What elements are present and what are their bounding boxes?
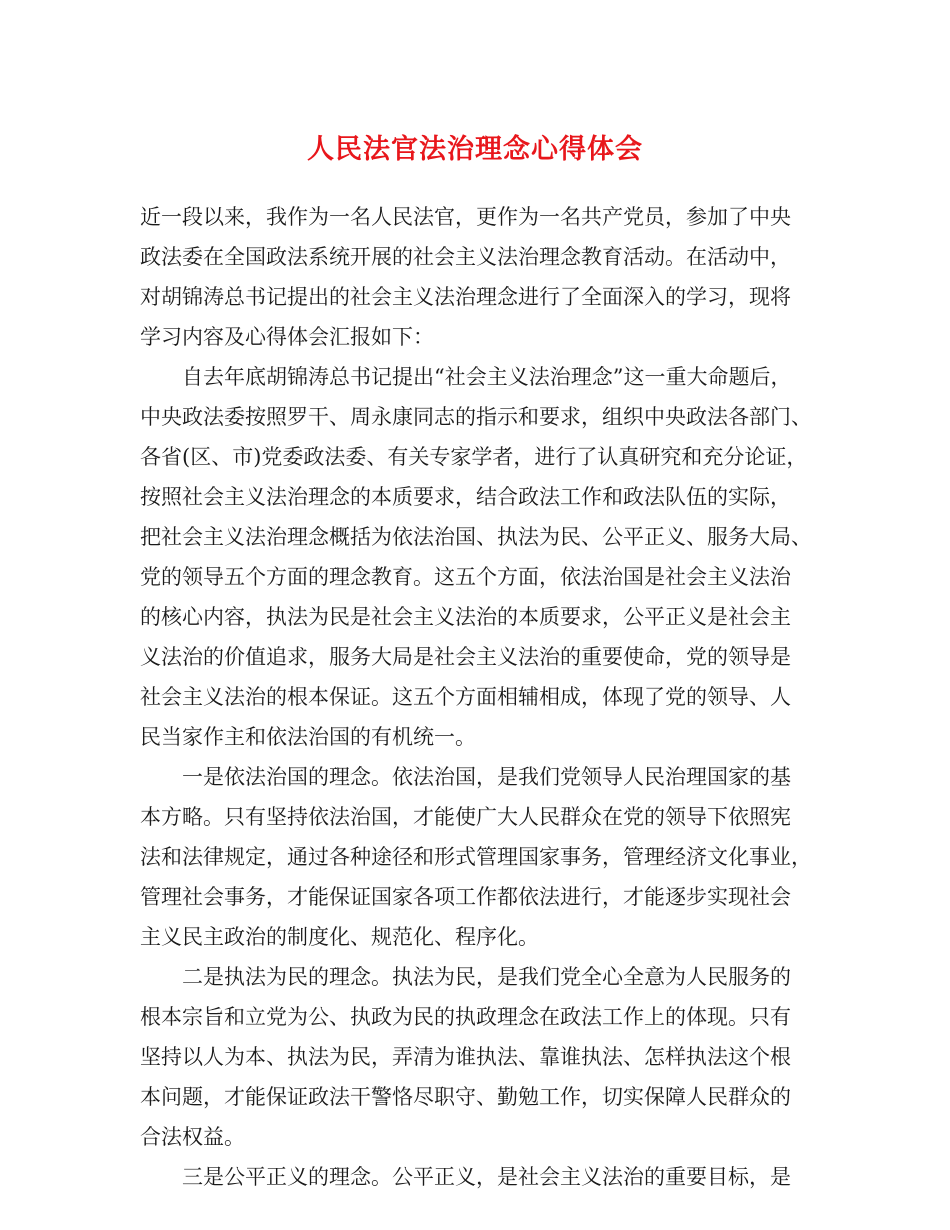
text-line: 民当家作主和依法治国的有机统一。 (140, 725, 476, 749)
document-title: 人民法官法治理念心得体会 (307, 134, 643, 165)
text-line: 主义民主政治的制度化、规范化、程序化。 (140, 925, 539, 949)
text-line: 法和法律规定，通过各种途径和形式管理国家事务，管理经济文化事业， (140, 845, 812, 869)
text-line: 合法权益。 (140, 1125, 245, 1149)
text-line: 一是依法治国的理念。依法治国，是我们党领导人民治理国家的基 (182, 765, 791, 789)
paragraph (140, 357, 830, 757)
text-line: 中央政法委按照罗干、周永康同志的指示和要求，组织中央政法各部门、 (140, 405, 812, 429)
text-line: 义法治的价值追求，服务大局是社会主义法治的重要使命，党的领导是 (140, 645, 791, 669)
text-line: 二是执法为民的理念。执法为民，是我们党全心全意为人民服务的 (182, 965, 791, 989)
text-line: 本问题，才能保证政法干警恪尽职守、勤勉工作，切实保障人民群众的 (140, 1085, 791, 1109)
text-line: 的核心内容，执法为民是社会主义法治的本质要求，公平正义是社会主 (140, 605, 791, 629)
text-line: 根本宗旨和立党为公、执政为民的执政理念在政法工作上的体现。只有 (140, 1005, 791, 1029)
text-line: 三是公平正义的理念。公平正义，是社会主义法治的重要目标，是 (182, 1165, 791, 1189)
paragraph (140, 197, 830, 357)
text-line: 管理社会事务，才能保证国家各项工作都依法进行，才能逐步实现社会 (140, 885, 791, 909)
text-line: 对胡锦涛总书记提出的社会主义法治理念进行了全面深入的学习，现将 (140, 285, 791, 309)
paragraph (140, 1157, 830, 1197)
text-line: 坚持以人为本、执法为民，弄清为谁执法、靠谁执法、怎样执法这个根 (140, 1045, 791, 1069)
text-line: 按照社会主义法治理念的本质要求，结合政法工作和政法队伍的实际， (140, 485, 791, 509)
paragraph (140, 757, 830, 957)
text-line: 近一段以来，我作为一名人民法官，更作为一名共产党员，参加了中央 (140, 205, 791, 229)
text-line: 把社会主义法治理念概括为依法治国、执法为民、公平正义、服务大局、 (140, 525, 812, 549)
text-line: 政法委在全国政法系统开展的社会主义法治理念教育活动。在活动中， (140, 245, 791, 269)
text-line: 学习内容及心得体会汇报如下： (140, 325, 434, 349)
text-line: 社会主义法治的根本保证。这五个方面相辅相成，体现了党的领导、人 (140, 685, 791, 709)
text-line: 党的领导五个方面的理念教育。这五个方面，依法治国是社会主义法治 (140, 565, 791, 589)
text-line: 自去年底胡锦涛总书记提出“社会主义法治理念”这一重大命题后， (182, 365, 792, 389)
text-line: 各省(区、市)党委政法委、有关专家学者，进行了认真研究和充分论证， (140, 445, 808, 469)
document-body (140, 197, 830, 1197)
paragraph (140, 957, 830, 1157)
text-line: 本方略。只有坚持依法治国，才能使广大人民群众在党的领导下依照宪 (140, 805, 791, 829)
